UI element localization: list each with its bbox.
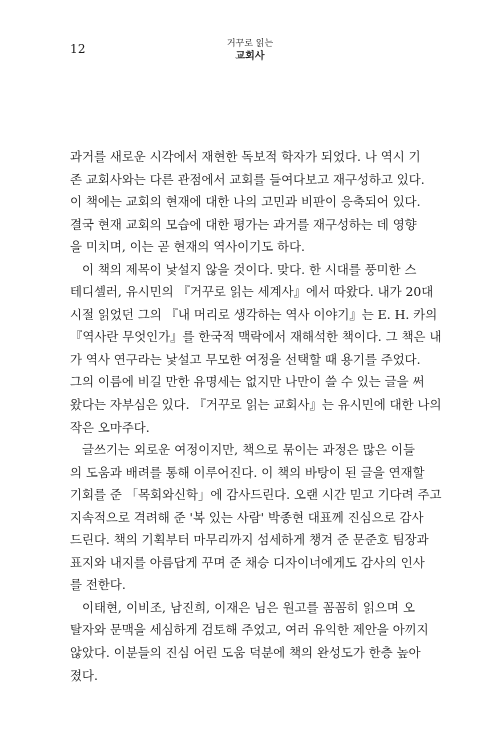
text-line: 드린다. 책의 기획부터 마무리까지 섬세하게 챙겨 준 문준호 팀장과 [70,532,429,548]
text-line: 작은 오마주다. [70,419,150,435]
text-line: 지속적으로 격려해 준 '복 있는 사람' 박종현 대표께 진심으로 감사 [70,509,424,525]
text-line: 과거를 새로운 시각에서 재현한 독보적 학자가 되었다. 나 역시 기 [70,149,421,164]
text-line: 테디셀러, 유시민의 『거꾸로 읽는 세계사』에서 따왔다. 내가 20대 [70,284,434,300]
text-line: 기회를 준 「목회와신학」에 감사드린다. 오랜 시간 믿고 기다려 주고 [70,487,442,503]
text-line: 표지와 내지를 아름답게 꾸며 준 채승 디자이너에게도 감사의 인사 [70,554,425,570]
paragraph-4 [70,597,429,687]
text-line: 결국 현재 교회의 모습에 대한 평가는 과거를 재구성하는 데 영향 [70,216,417,232]
paragraph-1 [70,146,425,259]
text-line: 『역사란 무엇인가』를 한국적 맥락에서 재해석한 책이다. 그 책은 내 [70,329,442,345]
book-title-line1: 거꾸로 읽는 [226,39,274,49]
book-title-line2: 교회사 [235,51,265,62]
text-line: 가 역사 연구라는 낯설고 무모한 여정을 선택할 때 용기를 주었다. [70,351,421,367]
text-line: 를 전한다. [70,577,126,593]
text-line: 의 도움과 배려를 통해 이루어진다. 이 책의 바탕이 된 글을 연재할 [70,464,425,480]
text-line: 왔다는 자부심은 있다. 『거꾸로 읽는 교회사』는 유시민에 대한 나의 [70,397,442,413]
text-line: 않았다. 이분들의 진심 어린 도움 덕분에 책의 완성도가 한층 높아 [70,645,421,661]
text-line: 이 책의 제목이 낯설지 않을 것이다. 맞다. 한 시대를 풍미한 스 [82,261,417,277]
text-line: 을 미치며, 이는 곧 현재의 역사이기도 하다. [70,239,305,255]
text-line: 탈자와 문맥을 세심하게 검토해 주었고, 여러 유익한 제안을 아끼지 [70,622,429,638]
text-line: 이태현, 이비조, 남진희, 이재은 님은 원고를 꼼꼼히 읽으며 오 [82,599,415,615]
text-line: 그의 이름에 비길 만한 유명세는 없지만 나만이 쓸 수 있는 글을 써 [70,374,425,390]
text-line: 글쓰기는 외로운 여정이지만, 책으로 묶이는 과정은 많은 이들 [82,442,415,458]
text-line: 존 교회사와는 다른 관점에서 교회를 들여다보고 재구성하고 있다. [70,171,425,187]
paragraph-3 [70,439,442,597]
running-head [0,38,500,63]
page-number: 12 [70,42,86,56]
text-line: 시절 읽었던 그의 『내 머리로 생각하는 역사 이야기』는 E. H. 카의 [70,306,438,322]
text-line: 졌다. [70,667,98,683]
body-text [70,146,442,687]
paragraph-2 [70,259,442,439]
text-line: 이 책에는 교회의 현재에 대한 나의 고민과 비판이 응축되어 있다. [70,194,421,210]
